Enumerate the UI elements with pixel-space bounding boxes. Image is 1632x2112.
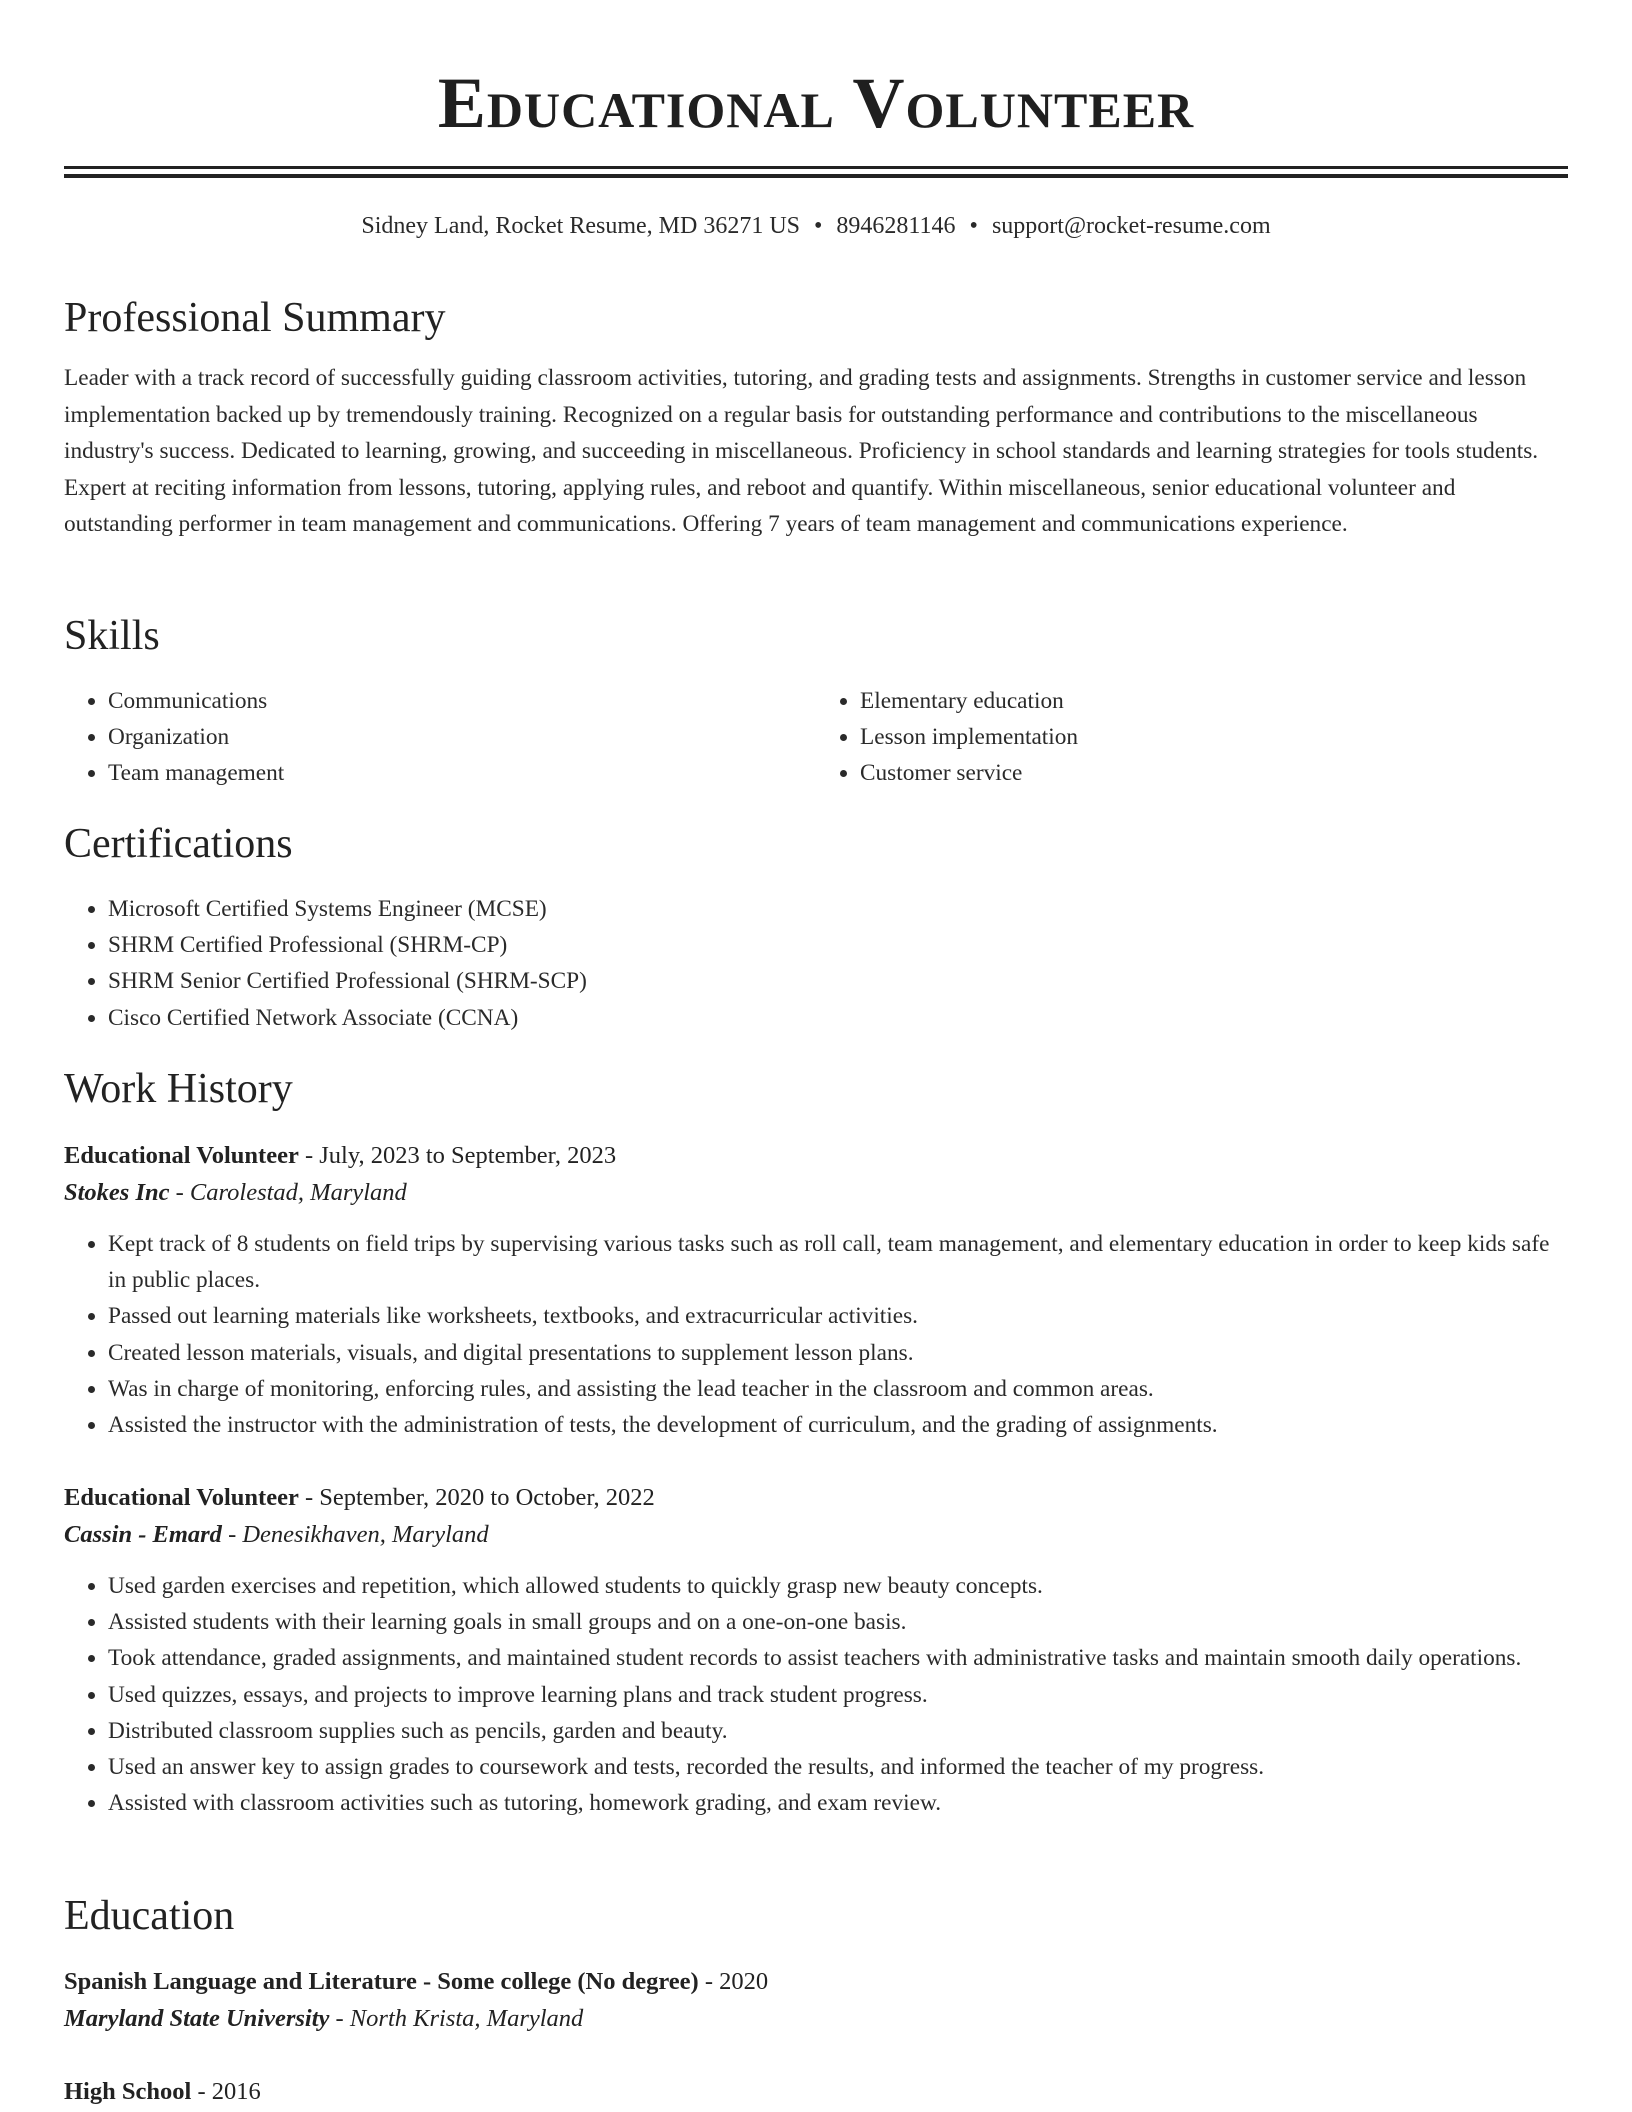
skill-item: • Communications	[108, 683, 816, 719]
education-entry	[64, 1964, 768, 2038]
contact-separator: •	[814, 213, 823, 239]
job-location: - Carolestad, Maryland	[169, 1179, 407, 1206]
job-company: Stokes Inc	[64, 1179, 170, 1206]
section-heading-certifications: Certifications	[64, 821, 293, 867]
education-degree: High School	[64, 2078, 192, 2105]
job-title: Educational Volunteer	[64, 1142, 299, 1169]
skill-item: • Organization	[108, 719, 816, 755]
contact-address: Sidney Land, Rocket Resume, MD 36271 US	[361, 213, 801, 239]
job-bullet: • Distributed classroom supplies such as pencils, garden and beauty.	[108, 1713, 1568, 1749]
job-bullet: • Assisted students with their learning goals in small groups and on a one-on-one basis.	[108, 1604, 1568, 1640]
job-bullet: • Passed out learning materials like worksheets, textbooks, and extracurricular activities.	[108, 1298, 1568, 1334]
job-bullet: • Used quizzes, essays, and projects to improve learning plans and track student progress.	[108, 1677, 1568, 1713]
education-school-line	[64, 2000, 768, 2038]
education-school: Maryland State University	[64, 2005, 330, 2032]
job-dates: - July, 2023 to September, 2023	[298, 1142, 617, 1169]
skill-item: • Customer service	[860, 755, 1568, 791]
contact-separator: •	[969, 213, 978, 239]
job-bullet: • Used garden exercises and repetition, which allowed students to quickly grasp new beauty concepts.	[108, 1568, 1568, 1604]
skill-item: • Elementary education	[860, 683, 1568, 719]
job-title-line	[64, 1480, 1568, 1516]
job-entry	[64, 1480, 1568, 1821]
education-entry	[64, 2074, 261, 2110]
job-title-line	[64, 1138, 1568, 1174]
certification-item: • Microsoft Certified Systems Engineer (MCSE)	[108, 891, 587, 927]
contact-phone: 8946281146	[836, 213, 956, 239]
candidate-name: Educational Volunteer	[437, 63, 1195, 143]
job-bullet: • Created lesson materials, visuals, and digital presentations to supplement lesson plans.	[108, 1335, 1568, 1371]
job-bullets	[64, 1226, 1568, 1443]
job-bullet: • Took attendance, graded assignments, and maintained student records to assist teachers with administrative tasks and maintain smooth daily operations.	[108, 1640, 1568, 1676]
certifications-list	[64, 891, 587, 1036]
education-year: - 2020	[698, 1968, 769, 1995]
job-dates: - September, 2020 to October, 2022	[298, 1484, 655, 1511]
job-title: Educational Volunteer	[64, 1484, 299, 1511]
job-bullet: • Was in charge of monitoring, enforcing rules, and assisting the lead teacher in the classroom and common areas.	[108, 1371, 1568, 1407]
job-bullets	[64, 1568, 1568, 1821]
job-company-line	[64, 1516, 1568, 1554]
summary-text: Leader with a track record of successfully guiding classroom activities, tutoring, and grading tests and assignments. Strengths in customer service and lesson implementation backed up by tremendously training. Recognized on a regular basis for outstanding performance and contributions to the miscellaneous industry's success. Dedicated to learning, growing, and succeeding in miscellaneous. Proficiency in school standards and learning strategies for tools students. Expert at reciting information from lessons, tutoring, applying rules, and reboot and quantify. Within miscellaneous, senior educational volunteer and outstanding performer in team management and communications. Offering 7 years of team management and communications experience.	[64, 365, 1539, 538]
section-heading-skills: Skills	[64, 613, 160, 659]
skills-list-right	[816, 683, 1568, 792]
education-location: - North Krista, Maryland	[329, 2005, 584, 2032]
contact-email: support@rocket-resume.com	[991, 213, 1271, 239]
job-entry	[64, 1138, 1568, 1443]
job-bullet: • Assisted with classroom activities such as tutoring, homework grading, and exam review.	[108, 1785, 1568, 1821]
header-divider	[64, 166, 1568, 178]
skills-list-left	[64, 683, 816, 792]
section-heading-work-history: Work History	[64, 1066, 293, 1112]
skill-item: • Lesson implementation	[860, 719, 1568, 755]
certification-item: • SHRM Certified Professional (SHRM-CP)	[108, 927, 587, 963]
section-heading-summary: Professional Summary	[64, 295, 446, 341]
skill-item: • Team management	[108, 755, 816, 791]
job-location: - Denesikhaven, Maryland	[221, 1521, 489, 1548]
resume-page	[64, 0, 1568, 2105]
education-year: - 2016	[191, 2078, 261, 2105]
job-bullet: • Assisted the instructor with the administration of tests, the development of curriculum, and the grading of assignments.	[108, 1407, 1568, 1443]
job-company-line	[64, 1174, 1568, 1212]
job-company: Cassin - Emard	[64, 1521, 222, 1548]
skills-columns	[64, 683, 1568, 792]
contact-line	[64, 210, 1568, 242]
education-degree-line	[64, 1964, 768, 2000]
education-degree: Spanish Language and Literature - Some college (No degree)	[64, 1968, 699, 1995]
job-bullet: • Used an answer key to assign grades to coursework and tests, recorded the results, and informed the teacher of my progress.	[108, 1749, 1568, 1785]
certification-item: • Cisco Certified Network Associate (CCNA)	[108, 1000, 587, 1036]
section-heading-education: Education	[64, 1893, 235, 1939]
job-bullet: • Kept track of 8 students on field trips by supervising various tasks such as roll call, team management, and elementary education in order to keep kids safe in public places.	[108, 1226, 1568, 1298]
certification-item: • SHRM Senior Certified Professional (SHRM-SCP)	[108, 963, 587, 999]
education-degree-line	[64, 2074, 261, 2110]
